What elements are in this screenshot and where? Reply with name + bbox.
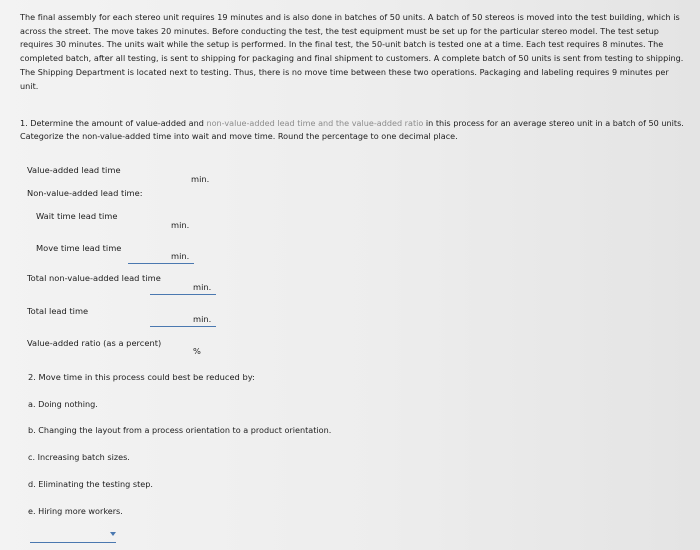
value-added-unit: min. <box>191 174 210 184</box>
value-added-ratio-input[interactable] <box>150 338 194 354</box>
question-2-prompt: 2. Move time in this process could best be reduced by: <box>28 372 255 382</box>
wait-time-unit: min. <box>171 220 190 230</box>
option-c: c. Increasing batch sizes. <box>28 452 130 462</box>
question-1-text-b: in this process for an average stereo unit in a batch of 50 units. Categorize the non-value-added time into wait and move time. Round the percentage to one decimal place. <box>20 118 684 141</box>
chevron-down-icon[interactable] <box>110 532 116 536</box>
question-1-text-faint: non-value-added lead time and the value-added ratio <box>206 118 424 128</box>
move-time-unit: min. <box>171 251 190 261</box>
total-non-value-added-unit: min. <box>193 282 212 292</box>
option-e: e. Hiring more workers. <box>28 506 123 516</box>
value-added-label: Value-added lead time <box>27 165 121 175</box>
wait-time-label: Wait time lead time <box>36 211 118 221</box>
total-lead-time-unit: min. <box>193 314 212 324</box>
option-b: b. Changing the layout from a process orientation to a product orientation. <box>28 425 332 435</box>
total-non-value-added-label: Total non-value-added lead time <box>27 273 161 283</box>
wait-time-input[interactable] <box>128 214 170 230</box>
question-1-text-a: 1. Determine the amount of value-added and <box>20 118 207 128</box>
non-value-added-header: Non-value-added lead time: <box>27 188 143 198</box>
value-added-input[interactable] <box>118 170 192 186</box>
problem-statement: The final assembly for each stereo unit requires 19 minutes and is also done in batches of 50 units. A batch of 50 stereos is moved into the test building, which is across the street. The move takes 20 minutes. Before conducting the test, the test equipment must be set up for the particular stereo model. The test setup requires 30 minutes. The units wait while the setup is performed. In the final test, the 50-unit batch is tested one at a time. Each test requires 8 minutes. The completed batch, after all testing, is sent to shipping for packaging and final shipment to customers. A complete batch of 50 units is sent from testing to shipping. The Shipping Department is located next to testing. Thus, there is no move time between these two operations. Packaging and labeling requires 9 minutes per unit. <box>20 12 684 91</box>
option-d: d. Eliminating the testing step. <box>28 479 153 489</box>
answer-dropdown[interactable] <box>30 532 116 543</box>
total-lead-time-label: Total lead time <box>27 306 89 316</box>
move-time-label: Move time lead time <box>36 243 122 253</box>
option-a: a. Doing nothing. <box>28 399 98 409</box>
question-1-prompt <box>20 117 688 142</box>
value-added-ratio-unit: % <box>193 346 201 356</box>
value-added-ratio-label: Value-added ratio (as a percent) <box>27 338 162 348</box>
